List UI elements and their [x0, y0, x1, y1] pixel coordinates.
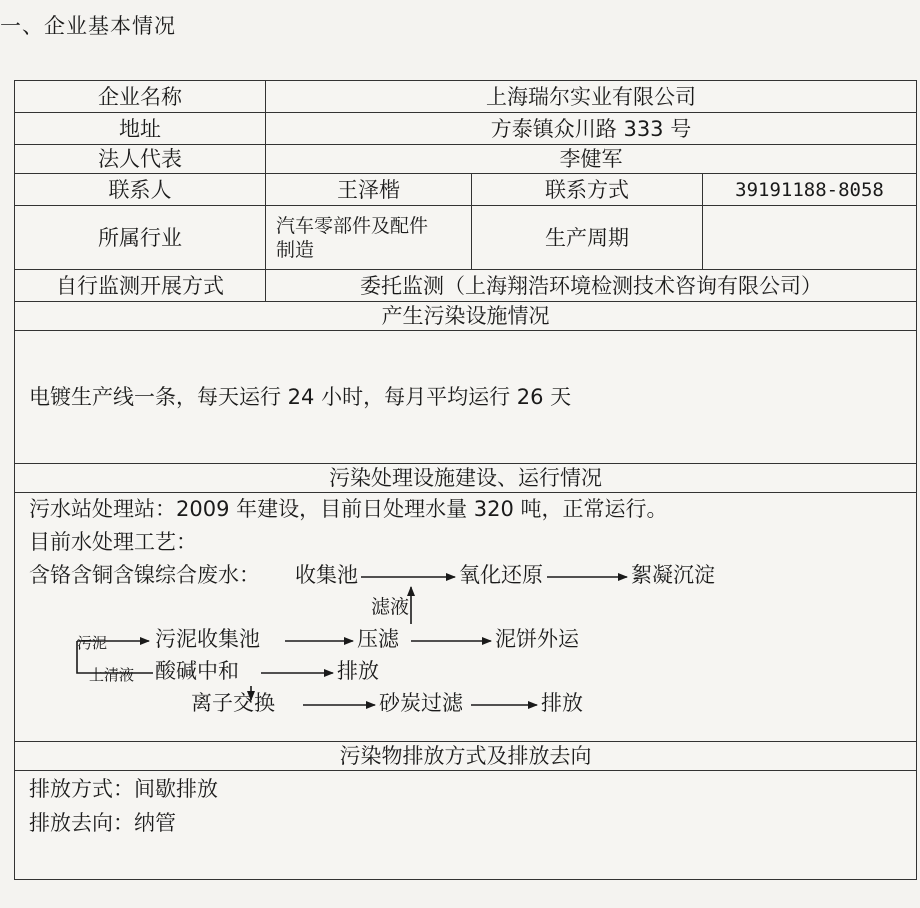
flow-coagulation: 絮凝沉淀	[631, 563, 715, 587]
contact-label: 联系人	[15, 174, 266, 206]
flow-supernatant-label: 上清液	[89, 666, 135, 684]
industry-value	[266, 206, 472, 270]
row-contact	[15, 174, 917, 206]
cycle-value	[703, 206, 917, 270]
pollution-facility-cell	[15, 331, 917, 464]
industry-value-line1: 汽车零部件及配件	[276, 214, 429, 237]
address-value: 方泰镇众川路 333 号	[266, 113, 917, 145]
emission-cell	[15, 771, 917, 880]
flow-discharge2: 排放	[541, 691, 583, 715]
row-emission-content	[15, 771, 917, 880]
treatment-line2: 目前水处理工艺：	[29, 530, 197, 554]
flow-filtrate: 滤液	[371, 596, 410, 618]
row-pollution-facility-content	[15, 331, 917, 464]
flow-sludge-label: 污泥	[77, 634, 108, 652]
contact-method-value: 39191188-8058	[703, 174, 917, 206]
row-treatment-content	[15, 493, 917, 742]
contact-method-label: 联系方式	[472, 174, 703, 206]
emission-title: 污染物排放方式及排放去向	[15, 742, 917, 771]
row-pollution-facility-title	[15, 302, 917, 331]
row-industry	[15, 206, 917, 270]
industry-label: 所属行业	[15, 206, 266, 270]
address-label: 地址	[15, 113, 266, 145]
treatment-title: 污染处理设施建设、运行情况	[15, 464, 917, 493]
flow-discharge1: 排放	[337, 659, 379, 683]
row-treatment-title	[15, 464, 917, 493]
flow-neutralize: 酸碱中和	[155, 659, 239, 683]
company-name-label: 企业名称	[15, 81, 266, 113]
monitoring-value: 委托监测（上海翔浩环境检测技术咨询有限公司）	[266, 270, 917, 302]
section-heading: 一、企业基本情况	[0, 14, 176, 38]
pollution-facility-title: 产生污染设施情况	[15, 302, 917, 331]
emission-method: 排放方式：间歇排放	[29, 777, 218, 801]
industry-value-line2: 制造	[276, 238, 315, 261]
flow-sludge-tank: 污泥收集池	[155, 627, 260, 651]
row-address	[15, 113, 917, 145]
flow-wastewater: 含铬含铜含镍综合废水：	[29, 563, 260, 587]
contact-value: 王泽楷	[266, 174, 472, 206]
row-legal-rep	[15, 145, 917, 174]
row-monitoring	[15, 270, 917, 302]
process-flow-arrows	[15, 493, 917, 743]
company-name-value: 上海瑞尔实业有限公司	[266, 81, 917, 113]
treatment-line1: 污水站处理站：2009 年建设，目前日处理水量 320 吨，正常运行。	[29, 497, 668, 521]
legal-rep-label: 法人代表	[15, 145, 266, 174]
flow-sand-carbon: 砂炭过滤	[379, 691, 463, 715]
row-emission-title	[15, 742, 917, 771]
flow-ion-exchange: 离子交换	[191, 691, 275, 715]
row-company-name	[15, 81, 917, 113]
pollution-facility-text: 电镀生产线一条，每天运行 24 小时，每月平均运行 26 天	[29, 385, 572, 409]
flow-collection-tank: 收集池	[295, 563, 358, 587]
legal-rep-value: 李健军	[266, 145, 917, 174]
flow-press: 压滤	[357, 627, 399, 651]
emission-destination: 排放去向：纳管	[29, 811, 176, 835]
flow-redox: 氧化还原	[459, 563, 543, 587]
flow-cake: 泥饼外运	[495, 627, 579, 651]
cycle-label: 生产周期	[472, 206, 703, 270]
treatment-cell	[15, 493, 917, 742]
enterprise-info-table	[14, 80, 917, 880]
monitoring-label: 自行监测开展方式	[15, 270, 266, 302]
arrow-supernatant-loop	[77, 641, 153, 673]
